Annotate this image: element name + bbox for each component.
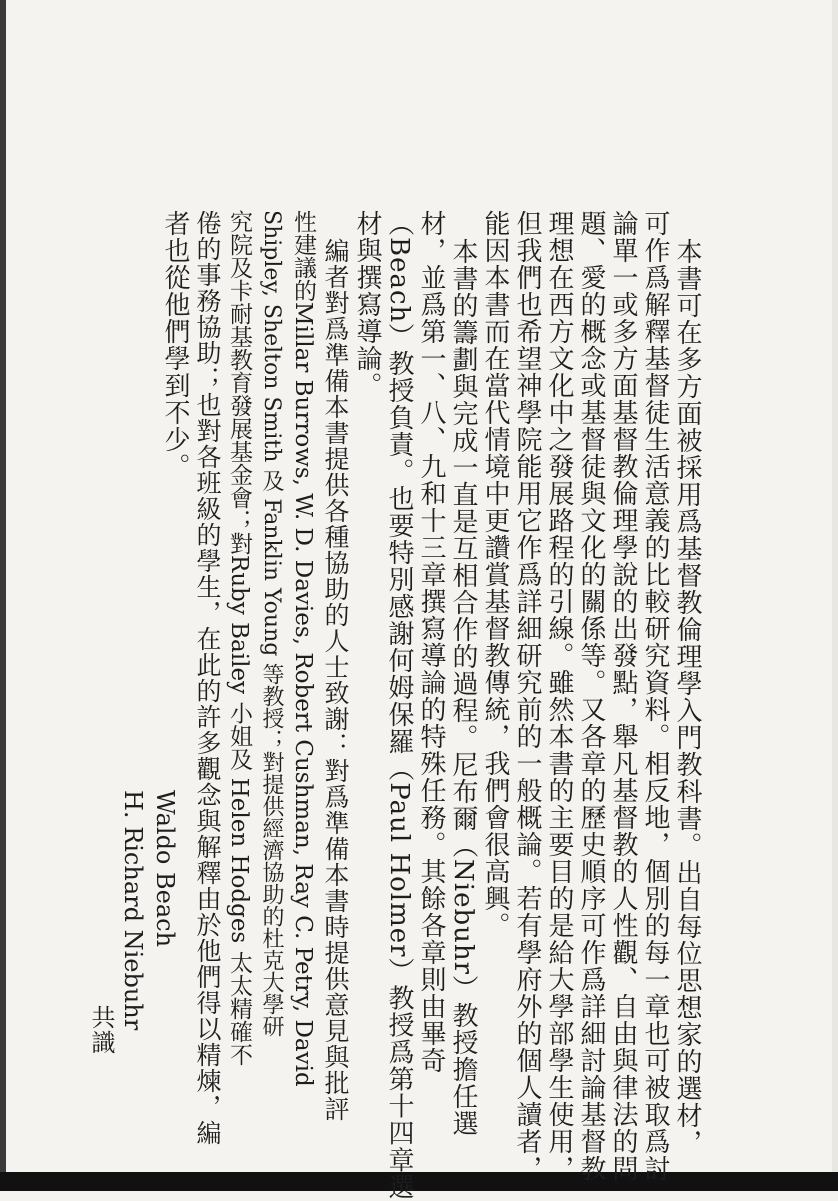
text-column-13: 性建議的Millar Burrows, W. D. Davies, Robert Cushman, Ray C. Petry, David (290, 210, 316, 1087)
text-column-3: 論單一或多方面基督教倫理學說的出發點，舉凡基督教的人性觀、自由與律法的問 (608, 210, 638, 1182)
text-column-4: 題、愛的概念或基督徒與文化的關係等。又各章的歷史順序可作爲詳細討論基督教 (576, 210, 606, 1182)
text-column-7: 能因本書而在當代情境中更讚賞基督教傳統，我們會很高興。 (480, 210, 510, 939)
text-column-12: 編者對爲準備本書提供各種協助的人士致謝：對爲準備本書時提供意見與批評 (321, 238, 350, 1122)
signature-name-h-richard-niebuhr: H. Richard Niebuhr (119, 790, 147, 1031)
signature-joint-mark: 共識 (87, 1005, 115, 1055)
signature-name-waldo-beach: Waldo Beach (151, 790, 179, 948)
text-column-5: 理想在西方文化中之發展路程的引線。雖然本書的主要目的是給大學部學生使用， (544, 210, 574, 1182)
scan-bottom-edge (0, 1172, 838, 1191)
text-column-8: 本書的籌劃與完成一直是互相合作的過程。尼布爾（Niebuhr）教授擔任選 (448, 238, 478, 1138)
text-column-15: 究院及卡耐基教育發展基金會；對Ruby Bailey 小姐及 Helen Hodges 太太精確不 (226, 210, 252, 1066)
text-column-1: 本書可在多方面被採用爲基督教倫理學入門教科書。出自每位思想家的選材， (672, 238, 702, 1156)
text-column-11: 材與撰寫導論。 (352, 210, 382, 399)
text-column-14: Shipley, Shelton Smith 及 Fanklin Young 等教授；對提供經濟協助的杜克大學研 (259, 210, 284, 1038)
text-column-16: 倦的事務協助；也對各班級的學生，在此的許多觀念與解釋由於他們得以精煉，編 (193, 210, 222, 1146)
scan-right-edge (832, 0, 838, 1191)
text-column-2: 可作爲解釋基督徒生活意義的比較研究資料。相反地，個別的每一章也可被取爲討 (640, 210, 670, 1182)
scan-left-edge (0, 0, 6, 1191)
text-column-17: 者也從他們學到不少。 (160, 210, 190, 480)
text-column-9: 材，並爲第一、八、九和十三章撰寫導論的特殊任務。其餘各章則由畢奇 (416, 210, 446, 1074)
text-column-6: 但我們也希望神學院能用它作爲詳細研究前的一般概論。若有學府外的個人讀者， (512, 210, 542, 1182)
text-column-10: （Beach）教授負責。也要特別感謝何姆保羅（Paul Holmer）教授爲第十四章選 (384, 210, 414, 1201)
